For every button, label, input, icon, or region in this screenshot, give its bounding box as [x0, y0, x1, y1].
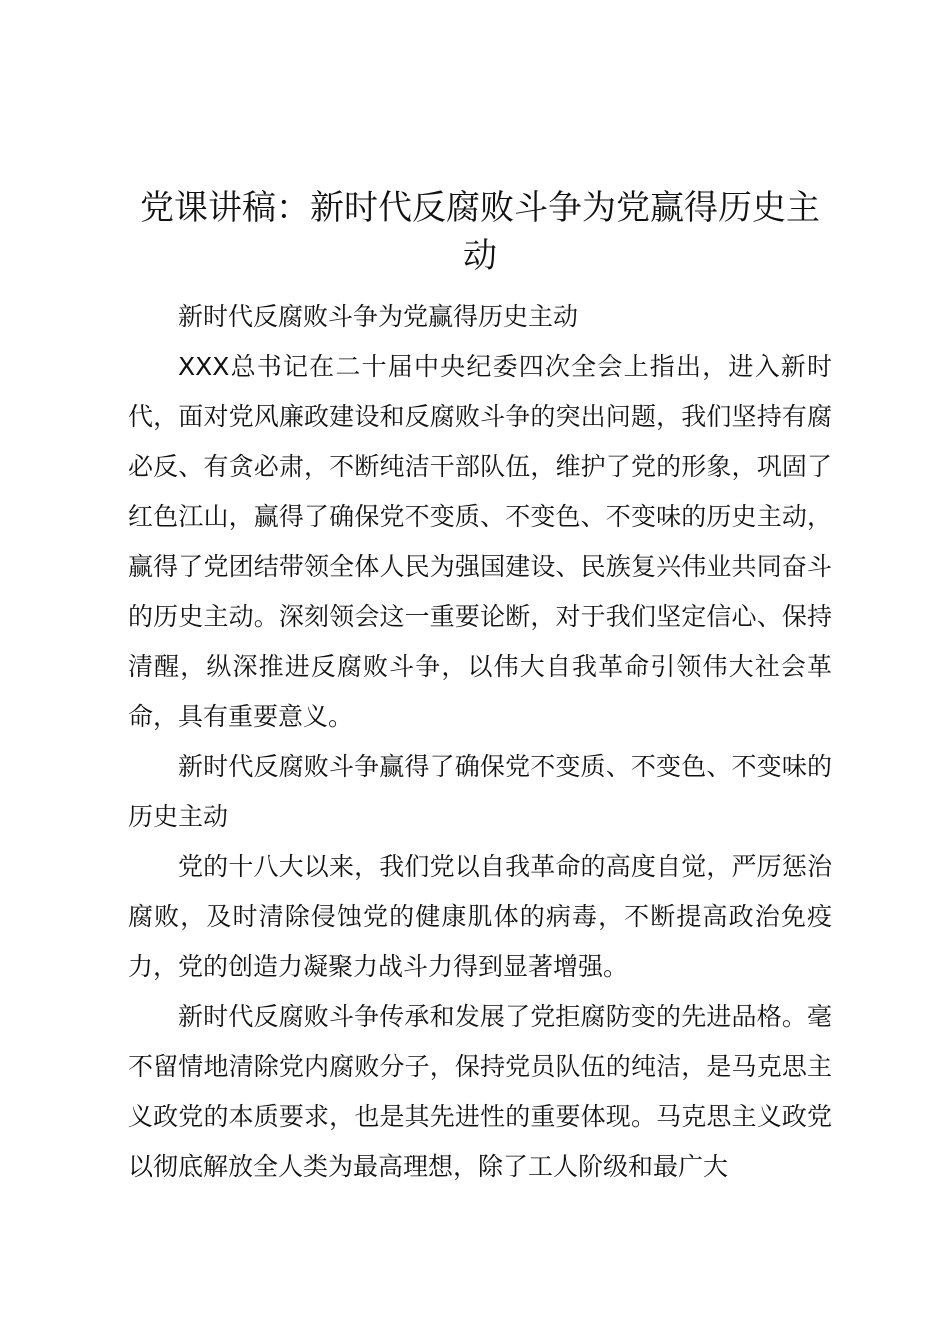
document-title: 党课讲稿：新时代反腐败斗争为党赢得历史主动: [140, 188, 820, 276]
body-paragraph: XXX总书记在二十届中央纪委四次全会上指出，进入新时代，面对党风廉政建设和反腐败斗争的突出问题，我们坚持有腐必反、有贪必肃，不断纯洁干部队伍，维护了党的形象，巩固了红色江山，赢得了确保党不变质、不变色、不变味的历史主动，赢得了党团结带领全体人民为强国建设、民族复兴伟业共同奋斗的历史主动。深刻领会这一重要论断，对于我们坚定信心、保持清醒，纵深推进反腐败斗争，以伟大自我革命引领伟大社会革命，具有重要意义。: [128, 352, 832, 731]
body-paragraph: 新时代反腐败斗争传承和发展了党拒腐防变的先进品格。毫不留情地清除党内腐败分子，保持党员队伍的纯洁，是马克思主义政党的本质要求，也是其先进性的重要体现。马克思主义政党以彻底解放全人类为最高理想，除了工人阶级和最广大: [128, 1002, 832, 1181]
document-page: [128, 184, 832, 1192]
section-heading-paragraph: 新时代反腐败斗争赢得了确保党不变质、不变色、不变味的历史主动: [128, 752, 832, 831]
subtitle-paragraph: 新时代反腐败斗争为党赢得历史主动: [178, 302, 579, 331]
body-paragraph: 党的十八大以来，我们党以自我革命的高度自觉，严厉惩治腐败，及时清除侵蚀党的健康肌体的病毒，不断提高政治免疫力，党的创造力凝聚力战斗力得到显著增强。: [128, 852, 832, 981]
